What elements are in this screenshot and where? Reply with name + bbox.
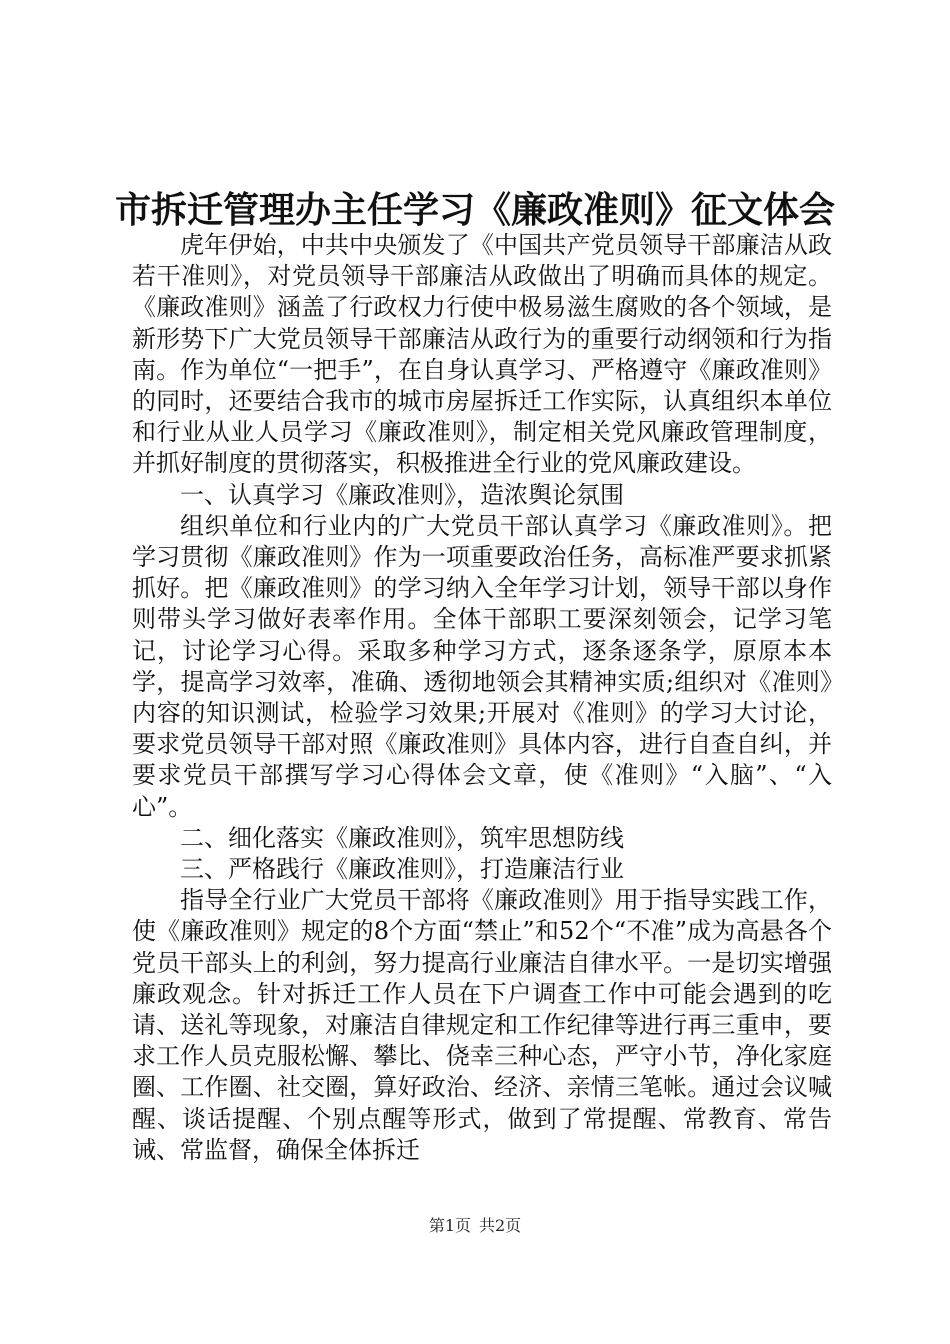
paragraph-section-3: 指导全行业广大党员干部将《廉政准则》用于指导实践工作，使《廉政准则》规定的8个方面“禁止”和52个“不准”成为高悬各个党员干部头上的利剑，努力提高行业廉洁自律水平。一是切实增强廉政观念。针对拆迁工作人员在下户调查工作中可能会遇到的吃请、送礼等现象，对廉洁自律规定和工作纪律等进行再三重申，要求工作人员克服松懈、攀比、侥幸三种心态，严守小节，净化家庭圈、工作圈、社交圈，算好政治、经济、亲情三笔帐。通过会议喊醒、谈话提醒、个别点醒等形式，做到了常提醒、常教育、常告诫、常监督，确保全体拆迁 <box>132 886 832 1164</box>
section-heading-2: 二、细化落实《廉政准则》，筑牢思想防线 <box>180 823 624 852</box>
page-footer <box>0 1216 950 1236</box>
paragraph-intro: 虎年伊始，中共中央颁发了《中国共产党员领导干部廉洁从政若干准则》，对党员领导干部廉洁从政做出了明确而具体的规定。《廉政准则》涵盖了行政权力行使中极易滋生腐败的各个领域，是新形势下广大党员领导干部廉洁从政行为的重要行动纲领和行为指南。作为单位“一把手”，在自身认真学习、严格遵守《廉政准则》的同时，还要结合我市的城市房屋拆迁工作实际，认真组织本单位和行业从业人员学习《廉政准则》，制定相关党风廉政管理制度，并抓好制度的贯彻落实，积极推进全行业的党风廉政建设。 <box>132 231 832 478</box>
page-number: 第1页 <box>428 1216 471 1235</box>
paragraph-section-1: 组织单位和行业内的广大党员干部认真学习《廉政准则》。把学习贯彻《廉政准则》作为一项重要政治任务，高标准严要求抓紧抓好。把《廉政准则》的学习纳入全年学习计划，领导干部以身作则带头学习做好表率作用。全体干部职工要深刻领会，记学习笔记，讨论学习心得。采取多种学习方式，逐条逐条学，原原本本学，提高学习效率，准确、透彻地领会其精神实质;组织对《准则》内容的知识测试，检验学习效果;开展对《准则》的学习大讨论，要求党员领导干部对照《廉政准则》具体内容，进行自查自纠，并要求党员干部撰写学习心得体会文章，使《准则》“入脑”、“入心”。 <box>132 511 832 821</box>
section-heading-3: 三、严格践行《廉政准则》，打造廉洁行业 <box>180 855 624 884</box>
section-heading-1: 一、认真学习《廉政准则》，造浓舆论氛围 <box>180 480 624 509</box>
document-title: 市拆迁管理办主任学习《廉政准则》征文体会 <box>114 189 835 231</box>
document-body <box>132 230 832 1166</box>
page-total: 共2页 <box>479 1216 522 1235</box>
